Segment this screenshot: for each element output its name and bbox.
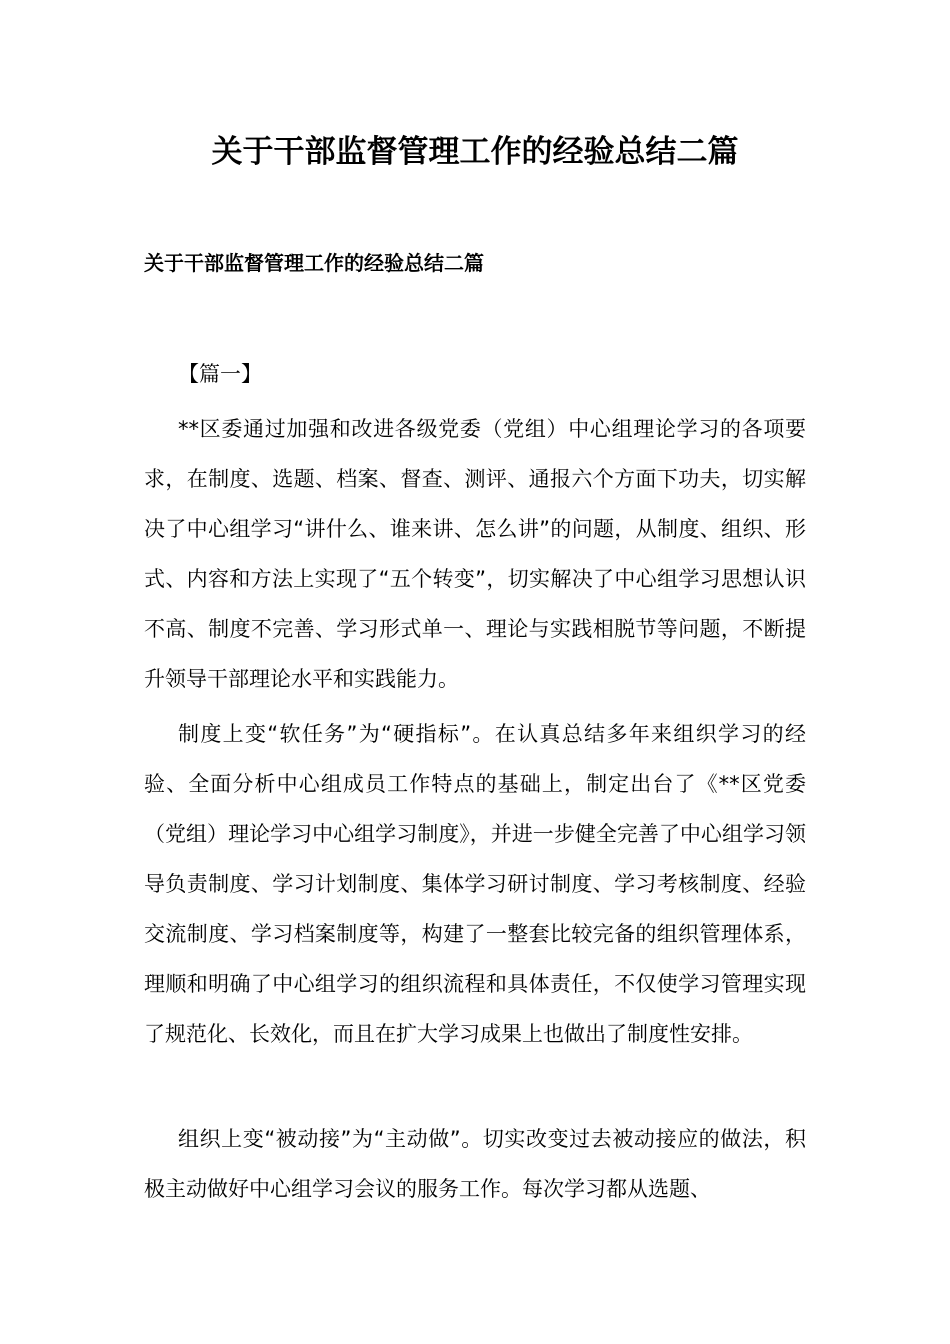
body-paragraph-2: 制度上变“软任务”为“硬指标”。在认真总结多年来组织学习的经验、全面分析中心组成员工作特点的基础上，制定出台了《**区党委（党组）理论学习中心组学习制度》，并进一步健全完善了中心组学习领导负责制度、学习计划制度、集体学习研讨制度、学习考核制度、经验交流制度、学习档案制度等，构建了一整套比较完备的组织管理体系，理顺和明确了中心组学习的组织流程和具体责任，不仅使学习管理实现了规范化、长效化，而且在扩大学习成果上也做出了制度性安排。 xyxy=(144,722,806,1046)
body-paragraph-3: 组织上变“被动接”为“主动做”。切实改变过去被动接应的做法，积极主动做好中心组学习会议的服务工作。每次学习都从选题、 xyxy=(144,1127,806,1201)
section-label: 【篇一】 xyxy=(178,362,262,386)
document-subtitle: 关于干部监督管理工作的经验总结二篇 xyxy=(144,251,484,275)
document-title: 关于干部监督管理工作的经验总结二篇 xyxy=(211,134,739,170)
body-paragraph-1: **区委通过加强和改进各级党委（党组）中心组理论学习的各项要求，在制度、选题、档案、督查、测评、通报六个方面下功夫，切实解决了中心组学习“讲什么、谁来讲、怎么讲”的问题，从制度、组织、形式、内容和方法上实现了“五个转变”，切实解决了中心组学习思想认识不高、制度不完善、学习形式单一、理论与实践相脱节等问题，不断提升领导干部理论水平和实践能力。 xyxy=(144,417,806,691)
